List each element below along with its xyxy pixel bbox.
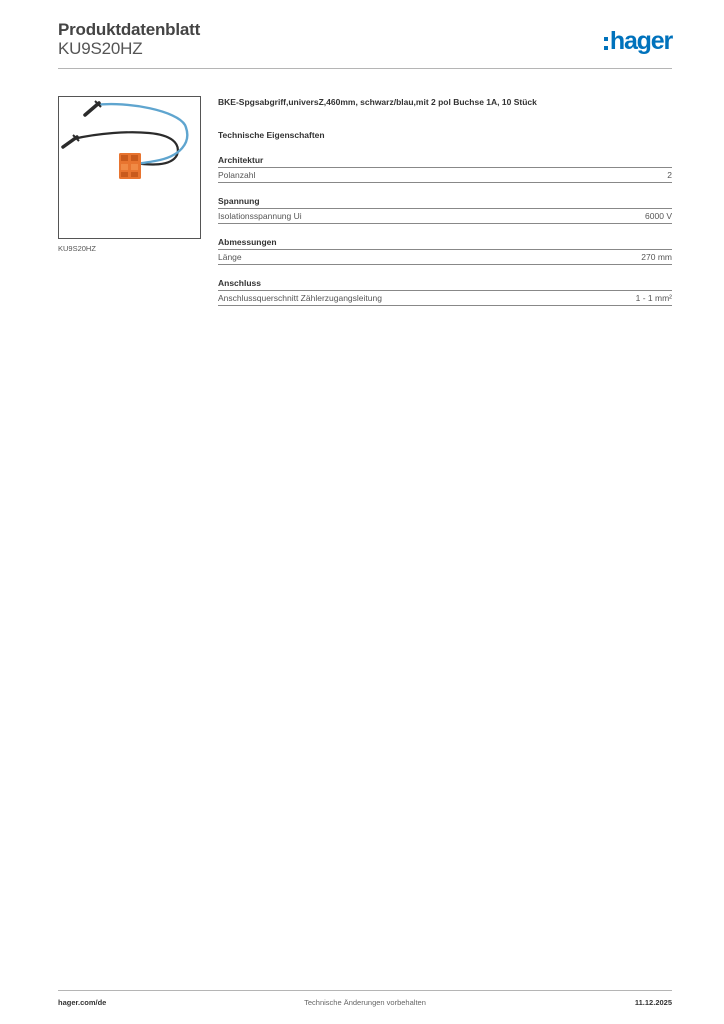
spec-row: [218, 291, 672, 306]
group-title: Abmessungen: [218, 236, 672, 250]
disclaimer: Technische Änderungen vorbehalten: [304, 998, 426, 1007]
header-divider: [58, 68, 672, 69]
page-footer: [58, 998, 672, 1010]
document-title: Produktdatenblatt: [58, 20, 201, 39]
logo-dots-icon: [604, 37, 608, 50]
group-title: Spannung: [218, 195, 672, 209]
spec-label: Länge: [218, 252, 242, 262]
product-code: KU9S20HZ: [58, 39, 143, 58]
website-link[interactable]: hager.com/de: [58, 998, 107, 1007]
hager-logo: [604, 28, 672, 54]
product-image: [58, 96, 201, 239]
spec-heading: Technische Eigenschaften: [218, 130, 325, 140]
spec-label: Anschlussquerschnitt Zählerzugangsleitung: [218, 293, 382, 303]
spec-group-spannung: [218, 195, 672, 224]
spec-row: [218, 209, 672, 224]
spec-value: 6000 V: [645, 211, 672, 221]
cable-illustration: [59, 97, 200, 238]
spec-group-abmessungen: [218, 236, 672, 265]
spec-value: 270 mm: [641, 252, 672, 262]
logo-wordmark: hager: [609, 27, 672, 55]
connector-plug-icon: [119, 153, 141, 179]
group-title: Anschluss: [218, 277, 672, 291]
spec-group-architektur: [218, 154, 672, 183]
spec-value: 2: [667, 170, 672, 180]
spec-content: [218, 96, 672, 306]
spec-row: [218, 250, 672, 265]
image-caption: KU9S20HZ: [58, 244, 96, 253]
group-title: Architektur: [218, 154, 672, 168]
footer-date: 11.12.2025: [634, 998, 672, 1007]
spec-value: 1 - 1 mm²: [635, 293, 672, 303]
spec-row: [218, 168, 672, 183]
footer-divider: [58, 990, 672, 991]
product-description: BKE-Spgsabgriff,universZ,460mm, schwarz/blau,mit 2 pol Buchse 1A, 10 Stück: [218, 97, 537, 107]
spec-label: Polanzahl: [218, 170, 256, 180]
spec-label: Isolationsspannung Ui: [218, 211, 302, 221]
page-header: [58, 20, 672, 70]
spec-group-anschluss: [218, 277, 672, 306]
